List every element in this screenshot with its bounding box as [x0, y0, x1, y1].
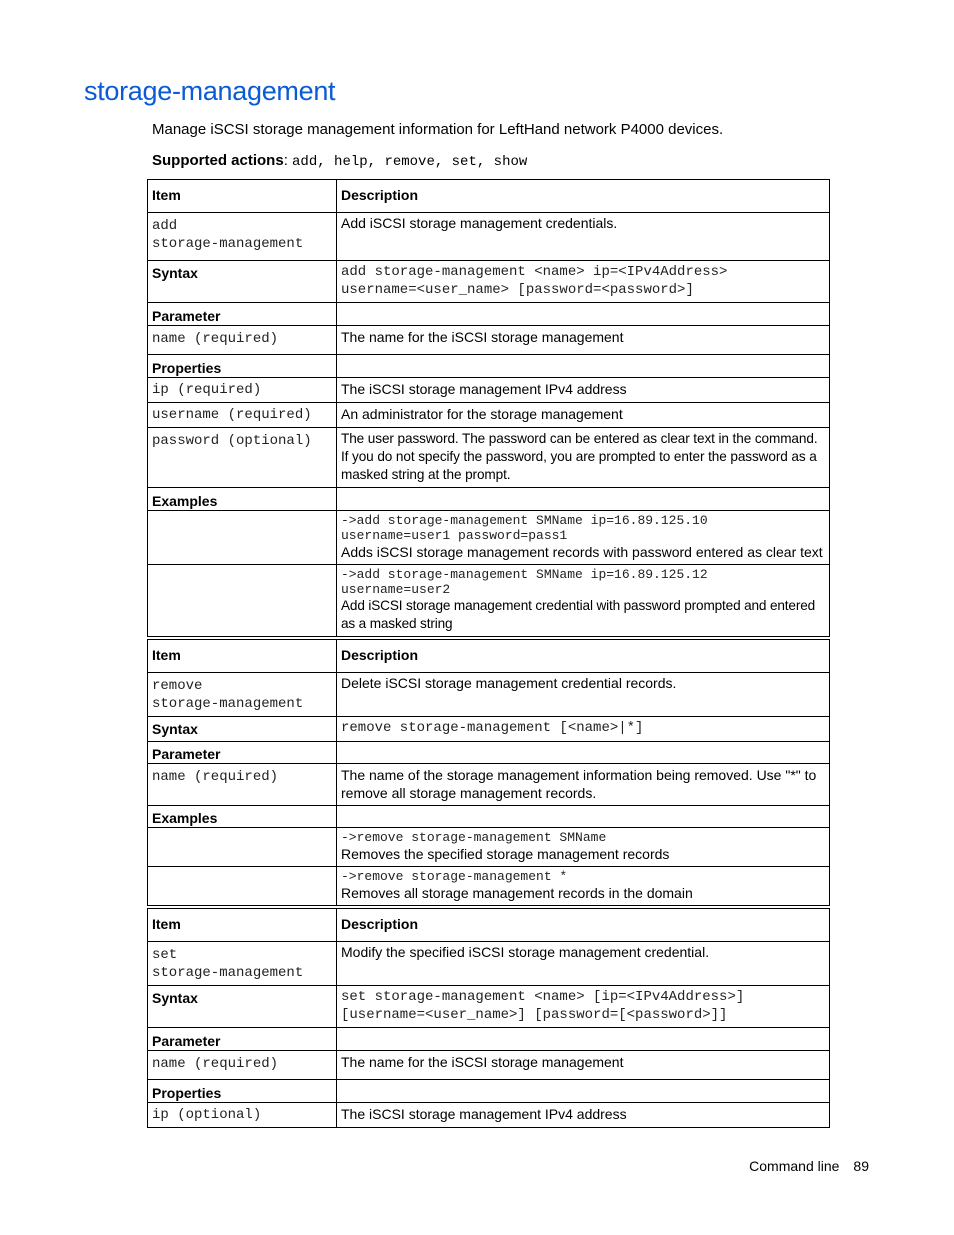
example-1-desc: Adds iSCSI storage management records with password entered as clear text — [341, 544, 823, 560]
syntax-value: add storage-management <name> ip=<IPv4Address> username=<user_name> [password=<password>] — [337, 261, 830, 303]
param-name-desc: The name of the storage management information being removed. Use "*" to remove all storage management records. — [337, 764, 830, 806]
examples-spacer — [337, 488, 830, 511]
example-2-spacer — [148, 565, 337, 637]
page-footer — [749, 1158, 869, 1174]
example-1-spacer — [148, 511, 337, 565]
example-2 — [337, 867, 830, 906]
command-name: remove storage-management — [148, 673, 337, 717]
example-1-spacer — [148, 828, 337, 867]
parameter-label: Parameter — [148, 303, 337, 326]
parameter-spacer — [337, 303, 830, 326]
example-1-code: ->remove storage-management SMName — [341, 830, 607, 845]
example-1-code: ->add storage-management SMName ip=16.89.125.10 username=user1 password=pass1 — [341, 513, 708, 543]
prop-ip: ip (optional) — [148, 1103, 337, 1128]
command-name: set storage-management — [148, 942, 337, 986]
param-name: name (required) — [148, 764, 337, 806]
prop-ip: ip (required) — [148, 378, 337, 403]
param-name: name (required) — [148, 1051, 337, 1080]
set-table — [147, 908, 830, 1128]
prop-password-desc: The user password. The password can be entered as clear text in the command. If you do not specify the password, you are prompted to enter the password as a masked string at the prompt. — [337, 428, 830, 488]
properties-label: Properties — [148, 355, 337, 378]
prop-username: username (required) — [148, 403, 337, 428]
parameter-spacer — [337, 742, 830, 764]
param-name-desc: The name for the iSCSI storage management — [337, 326, 830, 355]
example-2 — [337, 565, 830, 637]
command-name: add storage-management — [148, 213, 337, 261]
example-2-desc: Removes all storage management records in the domain — [341, 885, 693, 901]
syntax-value: remove storage-management [<name>|*] — [337, 717, 830, 742]
syntax-label: Syntax — [148, 261, 337, 303]
examples-spacer — [337, 806, 830, 828]
example-2-spacer — [148, 867, 337, 906]
example-2-code: ->remove storage-management * — [341, 869, 568, 884]
examples-label: Examples — [148, 488, 337, 511]
syntax-label: Syntax — [148, 986, 337, 1028]
command-description: Delete iSCSI storage management credential records. — [337, 673, 830, 717]
command-description: Add iSCSI storage management credentials. — [337, 213, 830, 261]
supported-actions-list: add, help, remove, set, show — [292, 154, 528, 170]
remove-table — [147, 639, 830, 906]
footer-section: Command line — [749, 1158, 840, 1174]
properties-spacer — [337, 1080, 830, 1103]
parameter-label: Parameter — [148, 1028, 337, 1051]
syntax-value: set storage-management <name> [ip=<IPv4Address>] [username=<user_name>] [password=[<password>]] — [337, 986, 830, 1028]
example-2-desc: Add iSCSI storage management credential with password prompted and entered as a masked string — [341, 598, 816, 631]
column-header-item: Item — [148, 640, 337, 673]
prop-username-desc: An administrator for the storage management — [337, 403, 830, 428]
page-number: 89 — [853, 1158, 869, 1174]
page-title: storage-management — [84, 76, 336, 106]
command-description: Modify the specified iSCSI storage management credential. — [337, 942, 830, 986]
parameter-spacer — [337, 1028, 830, 1051]
example-1-desc: Removes the specified storage management records — [341, 846, 670, 862]
column-header-description: Description — [337, 909, 830, 942]
intro-text: Manage iSCSI storage management information for LeftHand network P4000 devices. — [152, 121, 724, 138]
column-header-description: Description — [337, 180, 830, 213]
examples-label: Examples — [148, 806, 337, 828]
param-name: name (required) — [148, 326, 337, 355]
add-table — [147, 179, 830, 637]
parameter-label: Parameter — [148, 742, 337, 764]
example-2-code: ->add storage-management SMName ip=16.89.125.12 username=user2 — [341, 567, 708, 597]
supported-actions-label: Supported actions — [152, 152, 284, 169]
prop-ip-desc: The iSCSI storage management IPv4 address — [337, 1103, 830, 1128]
properties-label: Properties — [148, 1080, 337, 1103]
param-name-desc: The name for the iSCSI storage management — [337, 1051, 830, 1080]
column-header-item: Item — [148, 180, 337, 213]
syntax-label: Syntax — [148, 717, 337, 742]
properties-spacer — [337, 355, 830, 378]
prop-ip-desc: The iSCSI storage management IPv4 address — [337, 378, 830, 403]
example-1 — [337, 511, 830, 565]
supported-actions — [152, 152, 527, 170]
example-1 — [337, 828, 830, 867]
column-header-item: Item — [148, 909, 337, 942]
prop-password: password (optional) — [148, 428, 337, 488]
column-header-description: Description — [337, 640, 830, 673]
supported-actions-separator: : — [283, 152, 293, 169]
